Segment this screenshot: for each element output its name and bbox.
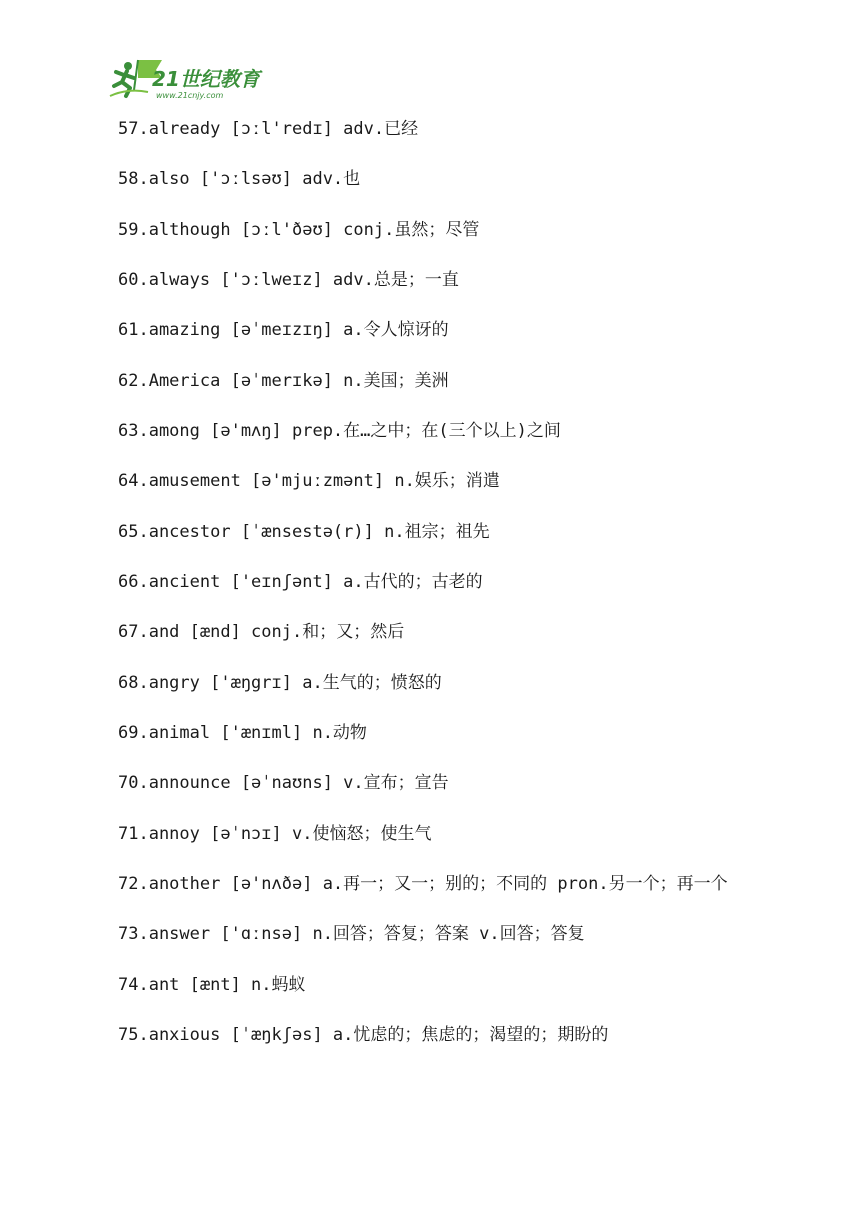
logo-text: 21世纪教育 (152, 67, 260, 91)
vocab-entry: 59.although [ɔːl'ðəʊ] conj.虽然；尽管 (118, 220, 480, 240)
runner-logo-icon (108, 56, 278, 102)
vocab-entry: 73.answer ['ɑːnsə] n.回答；答复；答案 v.回答；答复 (118, 924, 585, 944)
vocab-entry: 60.always ['ɔːlweɪz] adv.总是；一直 (118, 270, 459, 290)
vocab-entry: 70.announce [əˈnaʊns] v.宣布；宣告 (118, 773, 449, 793)
vocab-entry: 57.already [ɔːl'redɪ] adv.已经 (118, 119, 419, 139)
vocab-entry: 58.also ['ɔːlsəʊ] adv.也 (118, 169, 361, 189)
vocab-entry: 67.and [ænd] conj.和；又；然后 (118, 622, 405, 642)
vocab-entry: 64.amusement [ə'mjuːzmənt] n.娱乐；消遣 (118, 471, 500, 491)
vocab-entry: 65.ancestor [ˈænsestə(r)] n.祖宗；祖先 (118, 522, 490, 542)
vocab-entry: 66.ancient ['eɪnʃənt] a.古代的；古老的 (118, 572, 483, 592)
vocab-entry: 62.America [əˈmerɪkə] n.美国；美洲 (118, 371, 449, 391)
logo-url: www.21cnjy.com (156, 91, 224, 100)
vocab-entry: 68.angry ['æŋgrɪ] a.生气的；愤怒的 (118, 673, 442, 693)
vocab-entry: 61.amazing [əˈmeɪzɪŋ] a.令人惊讶的 (118, 320, 449, 340)
vocab-entry: 74.ant [ænt] n.蚂蚁 (118, 975, 306, 995)
vocab-entry: 69.animal ['ænɪml] n.动物 (118, 723, 367, 743)
vocab-entry: 63.among [ə'mʌŋ] prep.在…之中；在(三个以上)之间 (118, 421, 561, 441)
vocab-entry: 75.anxious [ˈæŋkʃəs] a.忧虑的；焦虑的；渴望的；期盼的 (118, 1025, 609, 1045)
vocab-entry: 71.annoy [əˈnɔɪ] v.使恼怒；使生气 (118, 824, 432, 844)
vocab-entry: 72.another [ə'nʌðə] a.再一；又一；别的；不同的 pron.另一个；再一个 (118, 874, 728, 894)
site-logo (108, 56, 278, 102)
